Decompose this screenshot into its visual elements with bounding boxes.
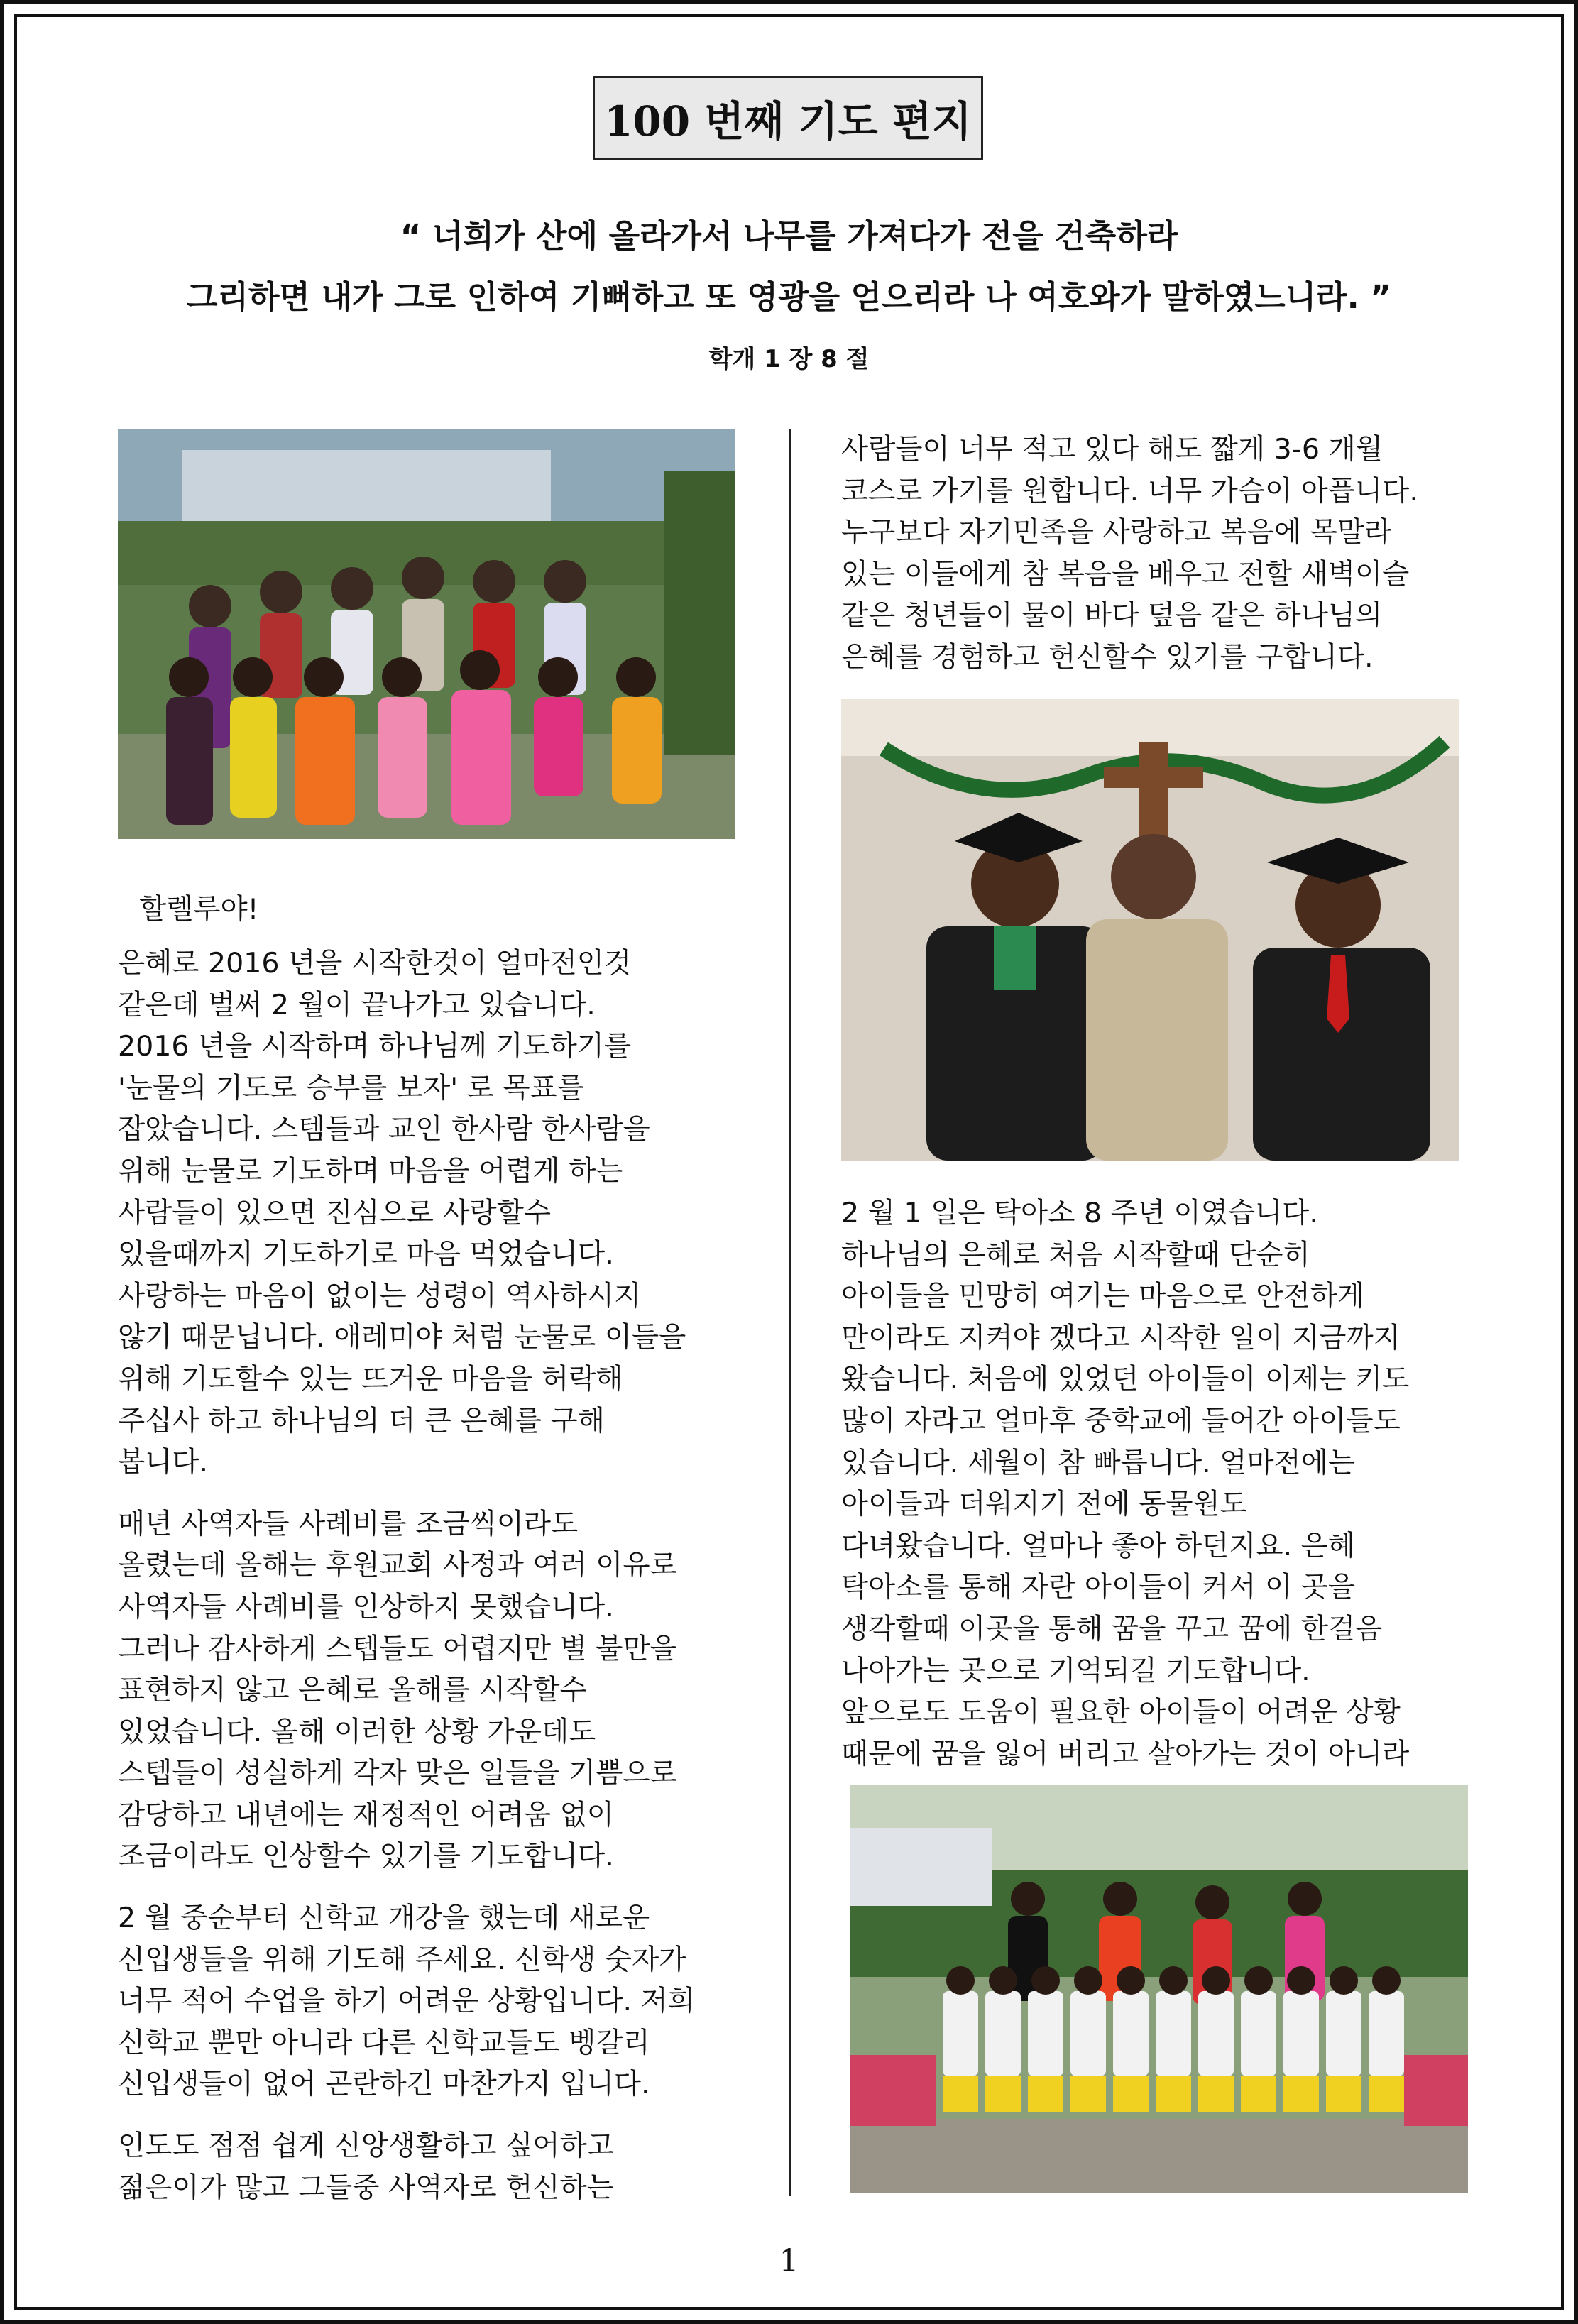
text-line: 2016 년을 시작하며 하나님께 기도하기를 bbox=[118, 1030, 632, 1063]
text-line: 사역자들 사례비를 인상하지 못했습니다. bbox=[118, 1590, 614, 1623]
text-line: 않기 때문닙니다. 애레미야 처럼 눈물로 이들을 bbox=[118, 1321, 686, 1354]
left-greeting: 할렐루야! bbox=[139, 893, 259, 926]
left-paragraph-2 bbox=[118, 1503, 695, 1878]
verse-reference: 학개 1 장 8 절 bbox=[708, 345, 870, 373]
text-line: 젊은이가 많고 그들중 사역자로 헌신하는 bbox=[118, 2171, 614, 2204]
text-line: 사람들이 있으면 진심으로 사랑할수 bbox=[118, 1196, 552, 1229]
text-line: 하나님의 은혜로 처음 시작할때 단순히 bbox=[841, 1238, 1310, 1271]
text-line: 때문에 꿈을 잃어 버리고 살아가는 것이 아니라 bbox=[841, 1737, 1410, 1770]
text-line: 많이 자라고 얼마후 중학교에 들어간 아이들도 bbox=[841, 1404, 1401, 1437]
text-line: 다녀왔습니다. 얼마나 좋아 하던지요. 은혜 bbox=[841, 1529, 1356, 1562]
text-line: 같은 청년들이 물이 바다 덮음 같은 하나님의 bbox=[841, 599, 1383, 632]
text-line: 있을때까지 기도하기로 마음 먹었습니다. bbox=[118, 1238, 614, 1271]
text-line: 있는 이들에게 참 복음을 배우고 전할 새벽이슬 bbox=[841, 557, 1410, 591]
text-line: 2 월 1 일은 탁아소 8 주년 이였습니다. bbox=[841, 1197, 1318, 1229]
left-paragraph-1 bbox=[118, 943, 695, 1484]
left-paragraph-4 bbox=[118, 2125, 695, 2208]
text-line: 잡았습니다. 스템들과 교인 한사람 한사람을 bbox=[118, 1113, 650, 1146]
verse-line-2: 그리하면 내가 그로 인하여 기뻐하고 또 영광을 얻으리라 나 여호와가 말하였느니라. ” bbox=[187, 278, 1391, 316]
text-line: 은혜로 2016 년을 시작한것이 얼마전인것 bbox=[118, 947, 632, 980]
text-line: 올렸는데 올해는 후원교회 사정과 여러 이유로 bbox=[118, 1549, 677, 1582]
text-line: 만이라도 지켜야 겠다고 시작한 일이 지금까지 bbox=[841, 1321, 1401, 1354]
text-line: 사랑하는 마음이 없이는 성령이 역사하시지 bbox=[118, 1279, 642, 1312]
group-photo bbox=[118, 429, 735, 839]
text-line: 조금이라도 인상할수 있기를 기도합니다. bbox=[118, 1840, 614, 1873]
text-line: 스텝들이 성실하게 각자 맞은 일들을 기쁨으로 bbox=[118, 1757, 677, 1790]
right-paragraph-middle bbox=[841, 1193, 1409, 1775]
page-title: 100 번째 기도 편지 bbox=[604, 97, 972, 146]
text-line: 표현하지 않고 은혜로 올해를 시작할수 bbox=[118, 1674, 587, 1707]
left-paragraph-3 bbox=[118, 1897, 695, 2105]
text-line: 같은데 벌써 2 월이 끝나가고 있습니다. bbox=[118, 988, 596, 1021]
text-line: 신학교 뿐만 아니라 다른 신학교들도 벵갈리 bbox=[118, 2026, 650, 2059]
title-box bbox=[593, 76, 983, 160]
graduation-photo bbox=[841, 699, 1459, 1161]
text-line: 누구보다 자기민족을 사랑하고 복음에 목말라 bbox=[841, 516, 1392, 549]
text-line: 사람들이 너무 적고 있다 해도 짧게 3-6 개월 bbox=[841, 433, 1383, 466]
text-line: 주십사 하고 하나님의 더 큰 은혜를 구해 bbox=[118, 1404, 605, 1437]
text-line: 2 월 중순부터 신학교 개강을 했는데 새로운 bbox=[118, 1902, 650, 1935]
text-line: 매년 사역자들 사례비를 조금씩이라도 bbox=[118, 1507, 579, 1540]
text-line: 너무 적어 수업을 하기 어려운 상황입니다. 저희 bbox=[118, 1985, 695, 2018]
verse-line-1: “ 너희가 산에 올라가서 나무를 가져다가 전을 건축하라 bbox=[400, 217, 1178, 255]
text-line: 탁아소를 통해 자란 아이들이 커서 이 곳을 bbox=[841, 1571, 1356, 1604]
left-column-body bbox=[118, 943, 695, 2208]
text-line: 왔습니다. 처음에 있었던 아이들이 이제는 키도 bbox=[841, 1363, 1410, 1396]
text-line: 신입생들을 위해 기도해 주세요. 신학생 숫자가 bbox=[118, 1943, 686, 1976]
text-line: 아이들을 민망히 여기는 마음으로 안전하게 bbox=[841, 1280, 1365, 1313]
text-line: 나아가는 곳으로 기억되길 기도합니다. bbox=[841, 1654, 1310, 1687]
text-line: '눈물의 기도로 승부를 보자' 로 목표를 bbox=[118, 1071, 584, 1105]
zoo-trip-photo bbox=[850, 1785, 1468, 2193]
page-number: 1 bbox=[779, 2243, 799, 2279]
text-line: 코스로 가기를 원합니다. 너무 가슴이 아픕니다. bbox=[841, 474, 1418, 508]
text-line: 신입생들이 없어 곤란하긴 마찬가지 입니다. bbox=[118, 2068, 650, 2101]
right-paragraph-top bbox=[841, 429, 1418, 679]
column-divider bbox=[789, 429, 791, 2196]
text-line: 생각할때 이곳을 통해 꿈을 꾸고 꿈에 한걸음 bbox=[841, 1612, 1383, 1645]
text-line: 있습니다. 세월이 참 빠릅니다. 얼마전에는 bbox=[841, 1446, 1356, 1479]
text-line: 있었습니다. 올해 이러한 상황 가운데도 bbox=[118, 1715, 596, 1748]
text-line: 아이들과 더워지기 전에 동물원도 bbox=[841, 1488, 1247, 1521]
text-line: 은혜를 경험하고 헌신할수 있기를 구합니다. bbox=[841, 640, 1374, 674]
text-line: 감당하고 내년에는 재정적인 어려움 없이 bbox=[118, 1798, 614, 1831]
text-line: 그러나 감사하게 스텝들도 어렵지만 별 불만을 bbox=[118, 1632, 677, 1665]
text-line: 위해 눈물로 기도하며 마음을 어렵게 하는 bbox=[118, 1154, 623, 1188]
text-line: 앞으로도 도움이 필요한 아이들이 어려운 상황 bbox=[841, 1696, 1401, 1729]
text-line: 인도도 점점 쉽게 신앙생활하고 싶어하고 bbox=[118, 2130, 614, 2163]
text-line: 봅니다. bbox=[118, 1446, 209, 1479]
text-line: 위해 기도할수 있는 뜨거운 마음을 허락해 bbox=[118, 1362, 623, 1396]
